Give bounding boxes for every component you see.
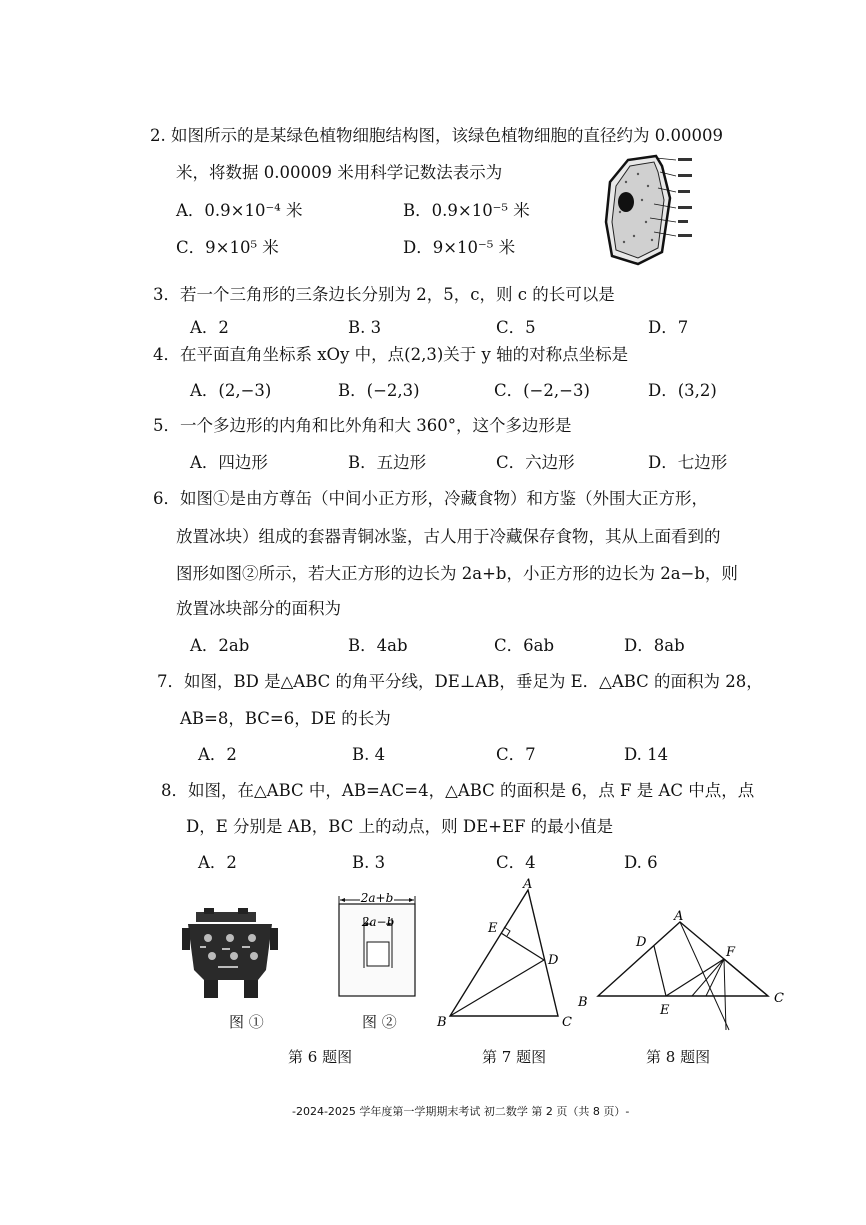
q5-option-a: A．四边形	[190, 453, 268, 472]
bronze-ice-chest-image	[182, 908, 280, 1004]
q6-line4: 放置冰块部分的面积为	[176, 599, 341, 618]
q6-line2: 放置冰块）组成的套器青铜冰鉴，古人用于冷藏保存食物，其从上面看到的	[176, 527, 721, 546]
q3-option-d: D．7	[648, 318, 689, 337]
q4-option-d: D．(3,2)	[648, 381, 717, 400]
q6-option-d: D．8ab	[624, 636, 685, 655]
q7-line1: 7．如图，BD 是△ABC 的角平分线，DE⊥AB，垂足为 E．△ABC 的面积为 28，	[157, 672, 763, 691]
q8-option-a: A．2	[198, 853, 237, 872]
fig8-label-d: D	[636, 935, 647, 950]
square-diagram	[336, 888, 418, 1000]
q8-triangle-diagram	[574, 908, 794, 1038]
q6-figure-caption: 第 6 题图	[288, 1048, 353, 1066]
fig7-label-c: C	[562, 1015, 572, 1030]
q5-text: 5．一个多边形的内角和比外角和大 360°，这个多边形是	[153, 416, 572, 435]
q2-line1: 2. 如图所示的是某绿色植物细胞结构图，该绿色植物细胞的直径约为 0.00009	[150, 126, 723, 145]
fig8-label-a: A	[674, 909, 684, 924]
q8-figure-caption: 第 8 题图	[646, 1048, 711, 1066]
q3-option-a: A．2	[190, 318, 229, 337]
q8-line2: D，E 分别是 AB，BC 上的动点，则 DE+EF 的最小值是	[186, 817, 614, 836]
q2-option-c: C．9×10⁵ 米	[176, 238, 279, 257]
fig2-outer-label: 2a+b	[360, 891, 394, 905]
fig7-label-d: D	[548, 953, 559, 968]
q7-option-a: A．2	[198, 745, 237, 764]
fig8-label-e: E	[660, 1003, 670, 1018]
q4-option-b: B．(−2,3)	[338, 381, 420, 400]
q7-option-c: C．7	[496, 745, 536, 764]
q5-option-c: C．六边形	[496, 453, 575, 472]
q8-option-d: D. 6	[624, 853, 658, 872]
q8-line1: 8．如图，在△ABC 中，AB=AC=4，△ABC 的面积是 6，点 F 是 AC 中点，点	[161, 781, 755, 800]
q7-option-d: D. 14	[624, 745, 669, 764]
fig7-label-e: E	[488, 921, 498, 936]
q6-line1: 6．如图①是由方尊缶（中间小正方形，冷藏食物）和方鉴（外围大正方形，	[153, 489, 708, 508]
q6-option-c: C．6ab	[494, 636, 555, 655]
q6-option-b: B．4ab	[348, 636, 408, 655]
q8-option-b: B. 3	[352, 853, 386, 872]
q4-option-a: A．(2,−3)	[190, 381, 272, 400]
q7-option-b: B. 4	[352, 745, 386, 764]
q4-text: 4．在平面直角坐标系 xOy 中，点(2,3)关于 y 轴的对称点坐标是	[153, 345, 629, 364]
fig1-caption: 图 ①	[229, 1013, 264, 1031]
q2-option-a: A．0.9×10⁻⁴ 米	[176, 201, 303, 220]
fig7-label-a: A	[523, 877, 533, 892]
q3-option-c: C．5	[496, 318, 536, 337]
q2-option-d: D．9×10⁻⁵ 米	[403, 238, 516, 257]
q6-line3: 图形如图②所示，若大正方形的边长为 2a+b，小正方形的边长为 2a−b，则	[176, 564, 738, 583]
q6-option-a: A．2ab	[190, 636, 250, 655]
q5-option-d: D．七边形	[648, 453, 728, 472]
fig2-caption: 图 ②	[362, 1013, 397, 1031]
q2-line2: 米，将数据 0.00009 米用科学记数法表示为	[176, 163, 503, 182]
q7-line2: AB=8，BC=6，DE 的长为	[180, 709, 391, 728]
q3-text: 3．若一个三角形的三条边长分别为 2，5，c，则 c 的长可以是	[153, 285, 615, 304]
q2-option-b: B．0.9×10⁻⁵ 米	[403, 201, 530, 220]
fig8-label-c: C	[774, 991, 784, 1006]
fig2-inner-label: 2a−b	[361, 915, 395, 929]
plant-cell-figure	[598, 152, 710, 270]
page-footer: -2024-2025 学年度第一学期期末考试 初二数学 第 2 页（共 8 页）-	[292, 1105, 630, 1118]
fig8-label-b: B	[578, 995, 588, 1010]
q7-figure-caption: 第 7 题图	[482, 1048, 547, 1066]
q5-option-b: B．五边形	[348, 453, 427, 472]
fig7-label-b: B	[437, 1015, 447, 1030]
q7-triangle-diagram	[432, 874, 582, 1034]
fig8-label-f: F	[726, 945, 736, 960]
q3-option-b: B. 3	[348, 318, 382, 337]
q8-option-c: C．4	[496, 853, 536, 872]
q4-option-c: C．(−2,−3)	[494, 381, 590, 400]
